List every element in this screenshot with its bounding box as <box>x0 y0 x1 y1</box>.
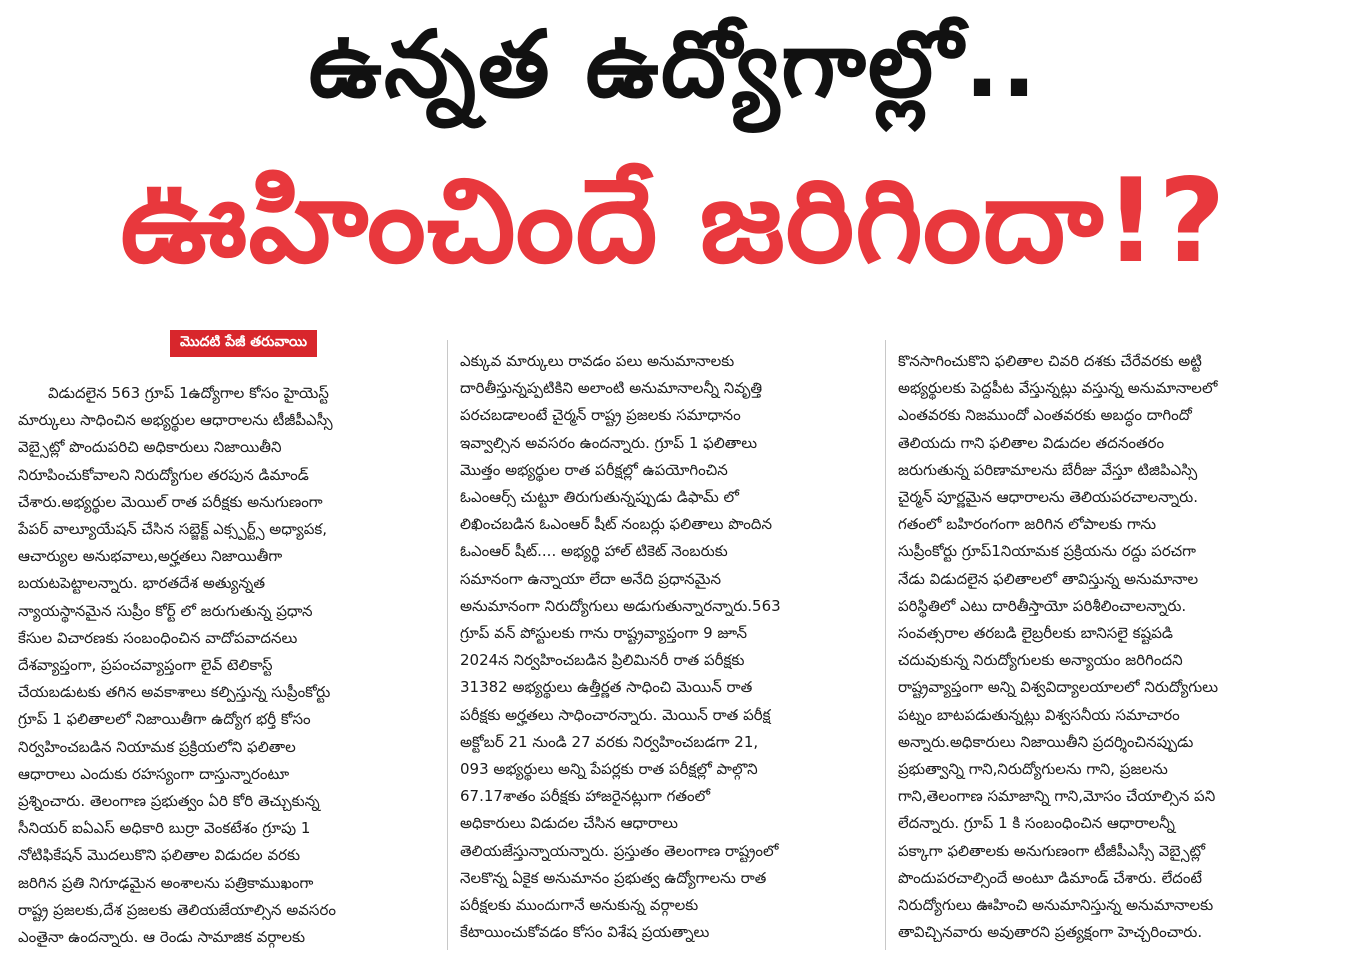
text-line: గ్రూప్ వన్ పోస్టులకు గాను రాష్ట్రవ్యాప్తంగా 9 జూన్ <box>460 624 748 643</box>
text-line: సమానంగా ఉన్నాయా లేదా అనేది ప్రధానమైన <box>460 569 722 588</box>
text-line: నోటిఫికేషన్ మొదలుకొని ఫలితాల విడుదల వరకు <box>18 846 301 865</box>
text-line: కేసుల విచారణకు సంబంధించిన వాదోపవాదనలు <box>18 628 298 647</box>
text-line: ఓఎంఆర్ షీట్.... అభ్యర్థి హాల్ టికెట్ నెంబరుకు <box>460 542 728 561</box>
text-line: పరీక్షలకు ముందుగానే అనుకున్న వర్గాలకు <box>460 896 699 915</box>
text-line: జరిగిన ప్రతి నిగూఢమైన అంశాలను పత్రికాముఖంగా <box>18 873 314 892</box>
text-line: ఆచార్యుల అనుభవాలు,అర్హతలు నిజాయితీగా <box>18 547 283 566</box>
headline-line-2: ఊహించిందే జరిగిందా!? <box>120 154 1227 289</box>
text-line: కొనసాగించుకొని ఫలితాల చివరి దశకు చేరేవరకు అట్టి <box>898 352 1202 370</box>
column-divider <box>885 340 886 950</box>
text-line: 31382 అభ్యర్థులు ఉత్తీర్ణత సాధించి మెయిన్ రాత <box>460 678 753 697</box>
text-line: పరిస్థితిలో ఎటు దారితీస్తాయో పరిశీలించాలన్నారు. <box>898 596 1187 615</box>
text-line: మొత్తం అభ్యర్థుల రాత పరీక్షల్లో ఉపయోగించిన <box>460 460 728 479</box>
text-line: అన్నారు.అధికారులు నిజాయితీని ప్రదర్శించినప్పుడు <box>898 732 1194 751</box>
text-line: అనుమానంగా నిరుద్యోగులు అడుగుతున్నారన్నారు.563 <box>460 596 781 615</box>
text-line: అధికారులు విడుదల చేసిన ఆధారాలు <box>460 814 678 833</box>
text-line: మార్కులు సాధించిన అభ్యర్థుల ఆధారాలను టీజీపీఎస్సీ <box>18 411 333 430</box>
text-line: నేడు విడుదలైన ఫలితాలలో తావిస్తున్న అనుమానాల <box>898 569 1199 588</box>
text-line: చైర్మన్ పూర్ణమైన ఆధారాలను తెలియపరచాలన్నారు. <box>898 488 1198 507</box>
text-line: చేశారు.అభ్యర్థుల మెయిల్ రాత పరీక్షకు అనుగుణంగా <box>18 492 323 511</box>
text-line: 2024న నిర్వహించబడిన ప్రిలిమినరీ రాత పరీక్షకు <box>460 651 745 670</box>
text-line: చేయబడుటకు తగిన అవకాశాలు కల్పిస్తున్న సుప్రీంకోర్టు <box>18 683 331 702</box>
text-line: ఓఎంఆర్స్ చుట్టూ తిరుగుతున్నప్పుడు డిఫామ్ లో <box>460 488 739 507</box>
text-line: గతంలో బహిరంగంగా జరిగిన లోపాలకు గాను <box>898 515 1157 534</box>
headline-line-1: ఉన్నత ఉద్యోగాల్లో.. <box>308 11 1039 118</box>
column-divider <box>447 340 448 950</box>
text-line: విడుదలైన 563 గ్రూప్ 1ఉద్యోగాల కోసం హైయెస్ట్ <box>48 384 329 402</box>
article-column-3 <box>898 348 1323 960</box>
text-line: పరీక్షకు అర్హతలు సాధించారన్నారు. మెయిన్ రాత పరీక్ష <box>460 705 771 724</box>
text-line: 67.17శాతం పరీక్షకు హాజరైనట్లుగా గతంలో <box>460 787 711 806</box>
text-line: పరచబడాలంటే చైర్మన్ రాష్ట్ర ప్రజలకు సమాధానం <box>460 406 741 425</box>
text-line: దారితీస్తున్నప్పటికిని అలాంటి అనుమానాలన్నీ నివృత్తి <box>460 379 763 398</box>
text-line: 093 అభ్యర్థులు అన్ని పేపర్లకు రాత పరీక్షల్లో పాల్గొని <box>460 760 758 779</box>
text-line: రాష్ట్ర ప్రజలకు,దేశ ప్రజలకు తెలియజేయాల్సిన అవసరం <box>18 900 336 919</box>
text-line: ఎంతైనా ఉందన్నారు. ఆ రెండు సామాజిక వర్గాలకు <box>18 928 306 947</box>
text-line: ఎక్కువ మార్కులు రావడం పలు అనుమానాలకు <box>460 352 735 370</box>
text-line: పేపర్ వాల్యూయేషన్ చేసిన సబ్జెక్ట్ ఎక్స్పర్ట్స్ అధ్యాపక, <box>18 520 328 539</box>
text-line: లిఖించబడిన ఓఎంఆర్ షీట్ నంబర్లు ఫలితాలు పొందిన <box>460 515 773 534</box>
text-line: బయటపెట్టాలన్నారు. భారతదేశ అత్యున్నత <box>18 574 265 593</box>
text-line: అభ్యర్థులకు పెద్దపీట వేస్తున్నట్లు వస్తున్న అనుమానాలలో <box>898 379 1218 398</box>
continued-from-front-page-tag: మొదటి పేజీ తరువాయి <box>170 330 317 357</box>
text-line: లేదన్నారు. గ్రూప్ 1 కి సంబంధించిన ఆధారాలన్నీ <box>898 814 1175 833</box>
text-line: ఆధారాలు ఎందుకు రహస్యంగా దాస్తున్నారంటూ <box>18 764 290 783</box>
text-line: గాని,తెలంగాణ సమాజాన్ని గాని,మోసం చేయాల్సిన పని <box>898 787 1216 806</box>
text-line: దేశవ్యాప్తంగా, ప్రపంచవ్యాప్తంగా లైవ్ టెలికాస్ట్ <box>18 656 273 675</box>
text-line: కేటాయించుకోవడం కోసం విశేష ప్రయత్నాలు <box>460 923 710 942</box>
text-line: తెలియదు గాని ఫలితాల విడుదల తదనంతరం <box>898 433 1165 452</box>
text-line: చదువుకున్న నిరుద్యోగులకు అన్యాయం జరిగిందని <box>898 651 1183 670</box>
text-line: పక్కాగా ఫలితాలకు అనుగుణంగా టీజీపీఎస్సీ వెబ్సైట్లో <box>898 841 1206 860</box>
text-line: ఇవ్వాల్సిన అవసరం ఉందన్నారు. గ్రూప్ 1 ఫలితాలు <box>460 433 758 452</box>
text-line: తావిచ్చినవారు అవుతారని ప్రత్యక్షంగా హెచ్చరించారు. <box>898 923 1203 942</box>
text-line: గ్రూప్ 1 ఫలితాలలో నిజాయితీగా ఉద్యోగ భర్తీ కోసం <box>18 710 311 729</box>
text-line: సీనియర్ ఐఏఎస్ అధికారి బుర్రా వెంకటేశం గ్రూపు 1 <box>18 819 311 838</box>
text-line: పట్నం బాటపడుతున్నట్లు విశ్వసనీయ సమాచారం <box>898 705 1180 724</box>
text-line: అక్టోబర్ 21 నుండి 27 వరకు నిర్వహించబడగా 21, <box>460 732 759 751</box>
article-column-2 <box>460 348 885 960</box>
text-line: జరుగుతున్న పరిణామాలను బేరీజు వేస్తూ టిజిపిఎస్సి <box>898 460 1198 479</box>
text-line: పొందుపరచాల్సిందే అంటూ డిమాండ్ చేశారు. లేదంటే <box>898 868 1203 887</box>
text-line: నెలకొన్న ఏకైక అనుమానం ప్రభుత్వ ఉద్యోగాలను రాత <box>460 868 767 887</box>
text-line: సంవత్సరాల తరబడి లైబ్రరీలకు బానిసలై కష్టపడి <box>898 624 1173 643</box>
text-line: నిరూపించుకోవాలని నిరుద్యోగుల తరపున డిమాండ్ <box>18 465 309 484</box>
text-line: సుప్రీంకోర్టు గ్రూప్1నియామక ప్రక్రియను రద్దు పరచగా <box>898 542 1196 561</box>
article-column-1 <box>18 380 443 950</box>
text-line: వెబ్సైట్లో పొందుపరిచి అధికారులు నిజాయితీని <box>18 438 282 457</box>
text-line: ఎంతవరకు నిజముందో ఎంతవరకు అబద్ధం దాగిందో <box>898 406 1192 425</box>
text-line: నిర్వహించబడిన నియామక ప్రక్రియలోని ఫలితాల <box>18 737 296 756</box>
text-line: రాష్ట్రవ్యాప్తంగా అన్ని విశ్వవిద్యాలయాలలో నిరుద్యోగులు <box>898 678 1219 697</box>
text-line: ప్రశ్నించారు. తెలంగాణ ప్రభుత్వం ఏరి కోరి తెచ్చుకున్న <box>18 792 320 811</box>
text-line: న్యాయస్థానమైన సుప్రీం కోర్ట్ లో జరుగుతున్న ప్రధాన <box>18 601 313 620</box>
text-line: నిరుద్యోగులు ఊహించి అనుమానిస్తున్న అనుమానాలకు <box>898 896 1214 915</box>
text-line: తెలియజేస్తున్నాయన్నారు. ప్రస్తుతం తెలంగాణ రాష్ట్రంలో <box>460 841 779 860</box>
text-line: ప్రభుత్వాన్ని గాని,నిరుద్యోగులను గాని, ప్రజలను <box>898 760 1168 779</box>
